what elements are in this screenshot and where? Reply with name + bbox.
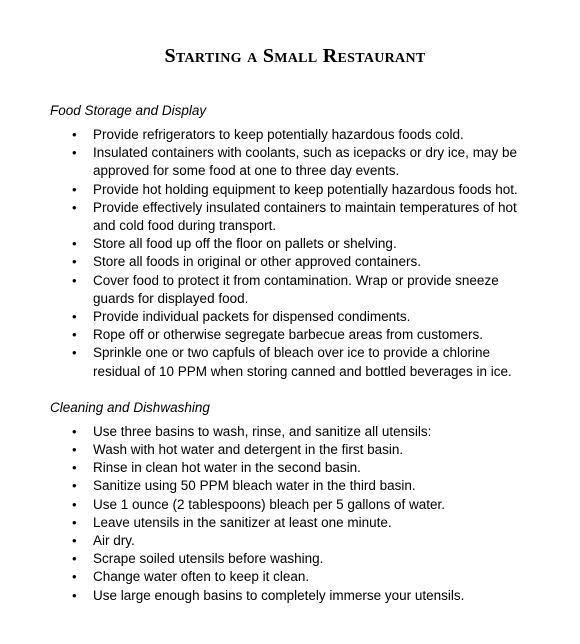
- bullet-icon: •: [72, 587, 77, 603]
- list-item: [50, 532, 540, 550]
- list-item-text: Rope off or otherwise segregate barbecue areas from customers.: [93, 327, 483, 343]
- bullet-icon: •: [72, 569, 77, 585]
- list-item-text: Air dry.: [93, 533, 135, 549]
- list-item-text: Use 1 ounce (2 tablespoons) bleach per 5 gallons of water.: [93, 496, 445, 512]
- list-item-text: Store all food up off the floor on pallets or shelving.: [93, 236, 397, 252]
- bullet-icon: •: [72, 145, 77, 161]
- list-item-text: Wash with hot water and detergent in the first basin.: [93, 442, 404, 458]
- list-item: [50, 514, 540, 532]
- list-item-text: Provide individual packets for dispensed condiments.: [93, 309, 411, 325]
- list-item: [50, 272, 540, 308]
- bullet-icon: •: [72, 327, 77, 343]
- page-title: Starting a Small Restaurant: [164, 45, 426, 67]
- list-item-text: Use large enough basins to completely immerse your utensils.: [93, 587, 465, 603]
- list-item: [50, 477, 540, 495]
- cleaning-list: [50, 423, 540, 605]
- list-item-text: Cover food to protect it from contamination. Wrap or provide sneeze guards for displayed food.: [93, 272, 499, 306]
- list-item-text: Scrape soiled utensils before washing.: [93, 551, 324, 567]
- list-item-text: Sanitize using 50 PPM bleach water in the third basin.: [93, 478, 416, 494]
- list-item: [50, 144, 540, 180]
- list-item: [50, 496, 540, 514]
- list-item: [50, 459, 540, 477]
- bullet-icon: •: [72, 460, 77, 476]
- list-item-text: Leave utensils in the sanitizer at least one minute.: [93, 514, 392, 530]
- bullet-icon: •: [72, 181, 77, 197]
- section-heading-cleaning: Cleaning and Dishwashing: [50, 399, 210, 415]
- bullet-icon: •: [72, 551, 77, 567]
- list-item-text: Provide refrigerators to keep potentially hazardous foods cold.: [93, 127, 464, 142]
- bullet-icon: •: [72, 127, 77, 142]
- list-item-text: Use three basins to wash, rinse, and sanitize all utensils:: [93, 423, 432, 439]
- bullet-icon: •: [72, 272, 77, 288]
- bullet-icon: •: [72, 309, 77, 325]
- bullet-icon: •: [72, 496, 77, 512]
- bullet-icon: •: [72, 478, 77, 494]
- food-storage-list: [50, 126, 540, 381]
- list-item-text: Insulated containers with coolants, such as icepacks or dry ice, may be approved for some food at one to three day events.: [93, 145, 517, 179]
- list-item-text: Rinse in clean hot water in the second basin.: [93, 460, 361, 476]
- list-item: [50, 308, 540, 326]
- list-item: [50, 326, 540, 344]
- list-item: [50, 550, 540, 568]
- list-item-text: Provide effectively insulated containers to maintain temperatures of hot and cold food during transport.: [93, 199, 517, 234]
- bullet-icon: •: [72, 345, 77, 361]
- list-item: [50, 235, 540, 253]
- list-item: [50, 199, 540, 235]
- list-item: [50, 441, 540, 459]
- bullet-icon: •: [72, 514, 77, 530]
- list-item: [50, 423, 540, 441]
- list-item: [50, 587, 540, 605]
- list-item: [50, 344, 540, 380]
- section-heading-food-storage: Food Storage and Display: [50, 103, 207, 118]
- list-item: [50, 253, 540, 271]
- list-item-text: Sprinkle one or two capfuls of bleach over ice to provide a chlorine residual of 10 PPM when storing canned and bottled beverages in ice.: [93, 345, 512, 379]
- bullet-icon: •: [72, 442, 77, 458]
- bullet-icon: •: [72, 254, 77, 270]
- bullet-icon: •: [72, 236, 77, 252]
- list-item-text: Change water often to keep it clean.: [93, 569, 310, 585]
- bullet-icon: •: [72, 423, 77, 439]
- bullet-icon: •: [72, 199, 77, 215]
- bullet-icon: •: [72, 533, 77, 549]
- list-item-text: Store all foods in original or other approved containers.: [93, 254, 421, 270]
- list-item-text: Provide hot holding equipment to keep potentially hazardous foods hot.: [93, 181, 518, 197]
- list-item: [50, 181, 540, 199]
- list-item: [50, 126, 540, 144]
- list-item: [50, 568, 540, 586]
